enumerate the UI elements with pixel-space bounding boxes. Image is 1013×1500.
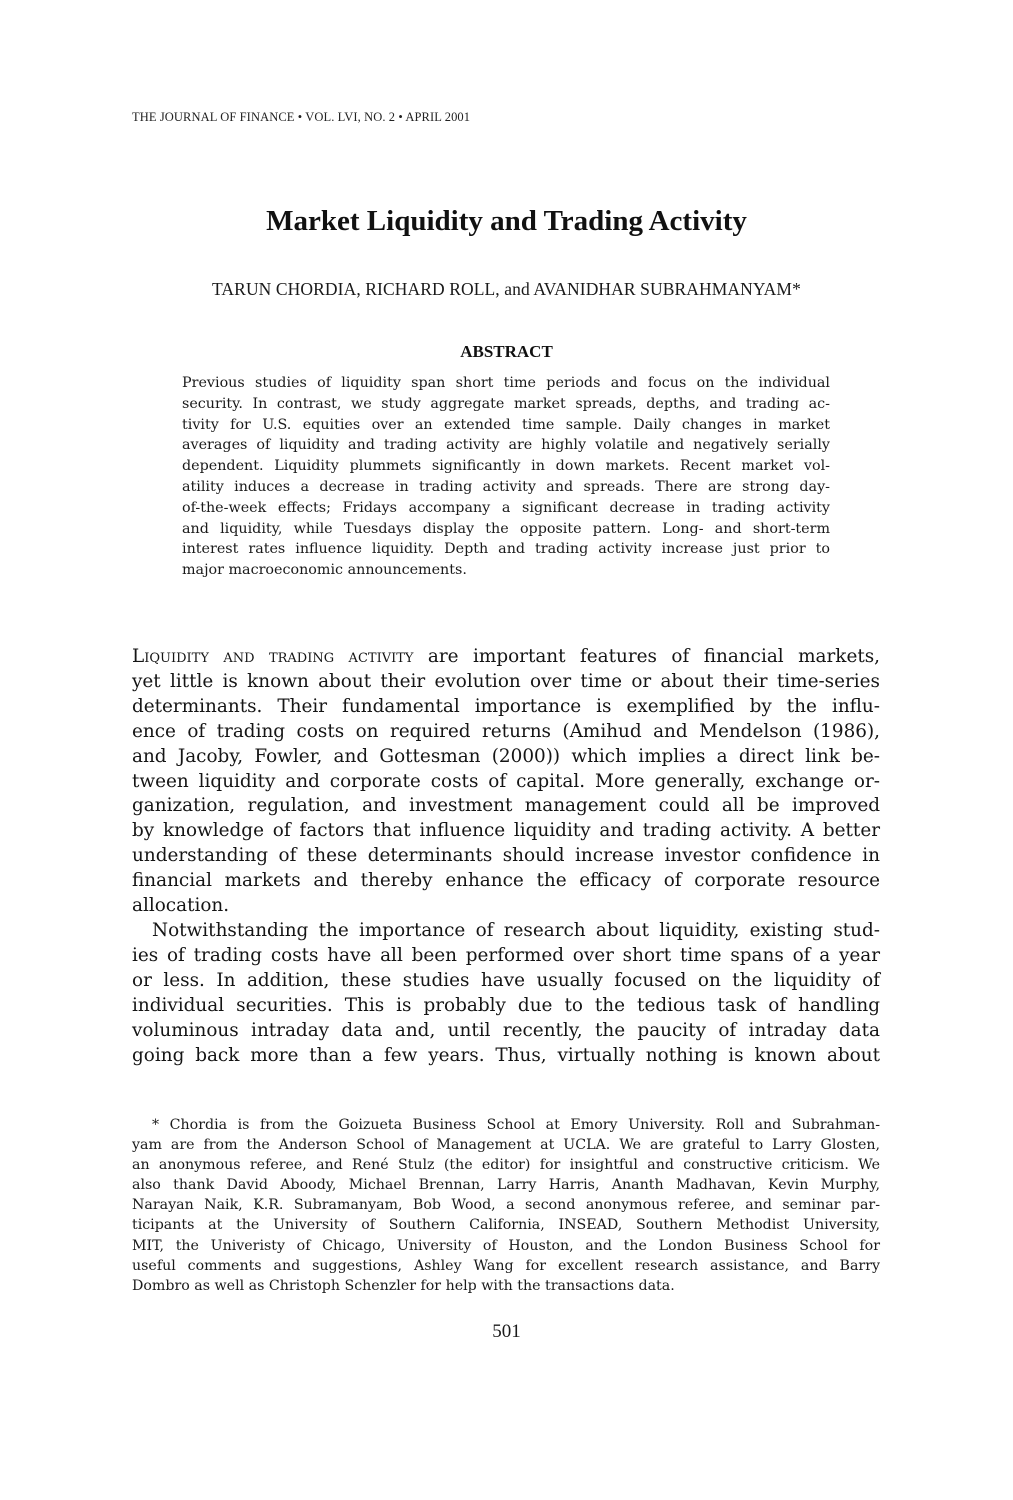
article-title: Market Liquidity and Trading Activity [266, 205, 747, 237]
abstract-line: interest rates influence liquidity. Depth and trading activity increase just prior to [182, 541, 830, 558]
body-line: ganization, regulation, and investment management could all be improved [132, 795, 880, 817]
running-head: THE JOURNAL OF FINANCE • VOL. LVI, NO. 2 • APRIL 2001 [132, 110, 471, 124]
body-line: ies of trading costs have all been performed over short time spans of a year [132, 944, 880, 966]
body-line: and Jacoby, Fowler, and Gottesman (2000)) which implies a direct link be- [132, 745, 880, 767]
body-line: understanding of these determinants should increase investor confidence in [132, 845, 880, 867]
body-line: individual securities. This is probably due to the tedious task of handling [132, 994, 880, 1016]
footnote-line: MIT, the Univeristy of Chicago, University of Houston, and the London Business School for [132, 1237, 880, 1254]
abstract-line: atility induces a decrease in trading activity and spreads. There are strong day- [182, 478, 830, 495]
body-line: financial markets and thereby enhance the efficacy of corporate resource [132, 870, 880, 892]
lead-in-rest: are important features of financial markets, [413, 646, 880, 667]
body-line: going back more than a few years. Thus, virtually nothing is known about [132, 1044, 880, 1066]
body-text [132, 645, 880, 1068]
footnote-line: yam are from the Anderson School of Management at UCLA. We are grateful to Larry Glosten, [132, 1137, 880, 1154]
abstract-line: major macroeconomic announcements. [182, 562, 467, 579]
footnote-line: an anonymous referee, and René Stulz (the editor) for insightful and constructive criticism. We [132, 1157, 880, 1174]
body-line: allocation. [132, 895, 230, 917]
body-line: or less. In addition, these studies have usually focused on the liquidity of [132, 969, 880, 991]
footnote-line: ticipants at the University of Southern California, INSEAD, Southern Methodist University, [132, 1217, 880, 1234]
footnote-line: Narayan Naik, K.R. Subramanyam, Bob Wood, a second anonymous referee, and seminar par- [132, 1197, 880, 1214]
body-line: ence of trading costs on required returns (Amihud and Mendelson (1986), [132, 720, 880, 742]
footnote-line: Dombro as well as Christoph Schenzler for help with the transactions data. [132, 1277, 675, 1294]
abstract-line: and liquidity, while Tuesdays display the opposite pattern. Long- and short-term [182, 520, 830, 537]
lead-in-smallcaps: Liquidity and trading activity [132, 646, 414, 667]
footnote-line: useful comments and suggestions, Ashley Wang for excellent research assistance, and Barry [132, 1257, 880, 1274]
body-line: yet little is known about their evolution over time or about their time-series [132, 670, 880, 692]
body-line: determinants. Their fundamental importance is exemplified by the influ- [132, 695, 880, 717]
abstract-text [182, 373, 830, 581]
abstract-line: dependent. Liquidity plummets significantly in down markets. Recent market vol- [182, 458, 830, 475]
author-line: TARUN CHORDIA, RICHARD ROLL, and AVANIDHAR SUBRAHMANYAM* [212, 279, 801, 299]
body-line: by knowledge of factors that influence liquidity and trading activity. A better [132, 820, 880, 842]
abstract-line: of-the-week effects; Fridays accompany a significant decrease in trading activity [182, 499, 830, 516]
body-line-first [132, 645, 880, 670]
page-number: 501 [492, 1321, 521, 1342]
footnote-line: * Chordia is from the Goizueta Business School at Emory University. Roll and Subrahman- [152, 1117, 880, 1133]
abstract-heading: ABSTRACT [460, 342, 553, 361]
footnote-line: also thank David Aboody, Michael Brennan, Larry Harris, Ananth Madhavan, Kevin Murphy, [132, 1177, 880, 1194]
abstract-line: Previous studies of liquidity span short time periods and focus on the individual [182, 375, 830, 391]
abstract-line: averages of liquidity and trading activity are highly volatile and negatively serially [182, 437, 830, 454]
abstract-line: security. In contrast, we study aggregate market spreads, depths, and trading ac- [182, 395, 830, 412]
footnote [132, 1115, 880, 1296]
body-line: voluminous intraday data and, until recently, the paucity of intraday data [132, 1019, 880, 1041]
body-line: Notwithstanding the importance of research about liquidity, existing stud- [152, 919, 880, 941]
abstract-line: tivity for U.S. equities over an extended time sample. Daily changes in market [182, 416, 830, 433]
body-line: tween liquidity and corporate costs of capital. More generally, exchange or- [132, 770, 880, 792]
